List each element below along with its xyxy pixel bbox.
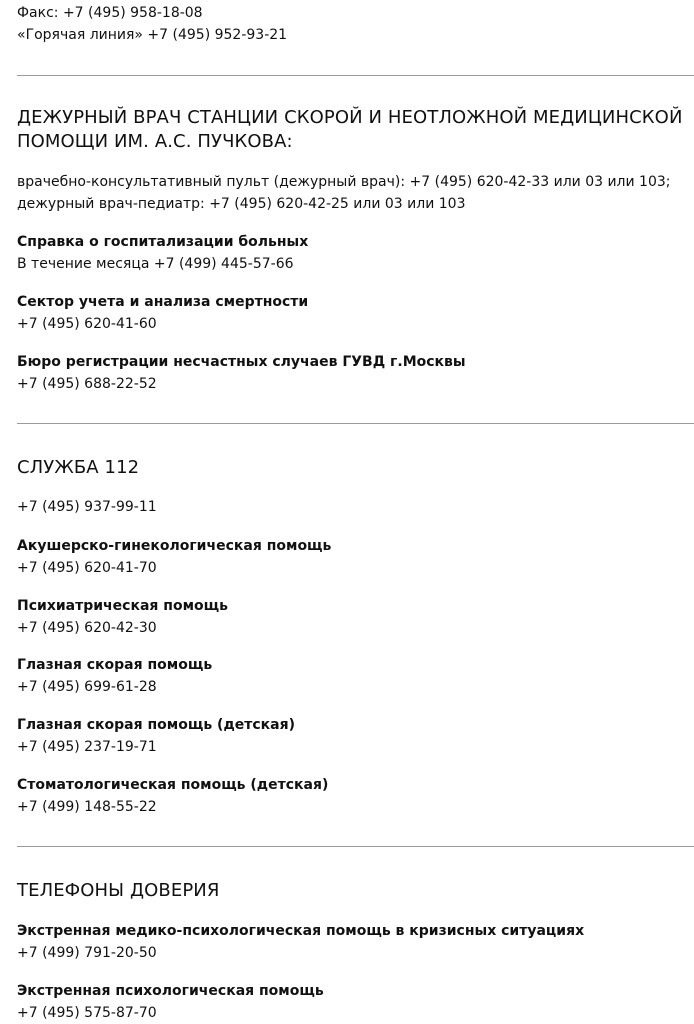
contact-entry [17, 231, 694, 275]
fax-line: Факс: +7 (495) 958-18-08 [17, 5, 203, 21]
entry-value: В течение месяца +7 (499) 445-57-66 [17, 256, 294, 272]
contact-entry [17, 920, 694, 964]
entry-title: Глазная скорая помощь (детская) [17, 717, 295, 733]
entry-title: Бюро регистрации несчастных случаев ГУВД г.Москвы [17, 354, 466, 370]
contact-entry [17, 774, 694, 818]
entry-value: +7 (495) 620-41-60 [17, 316, 157, 332]
entry-title: Психиатрическая помощь [17, 598, 228, 614]
intro-line: дежурный врач-педиатр: +7 (495) 620-42-25 или 03 или 103 [17, 196, 466, 212]
section-heading-emergency [17, 106, 683, 154]
emergency-intro [17, 171, 694, 215]
entry-value: +7 (495) 620-41-70 [17, 560, 157, 576]
heading-line: ПОМОЩИ ИМ. А.С. ПУЧКОВА: [17, 131, 293, 152]
heading-line: ДЕЖУРНЫЙ ВРАЧ СТАНЦИИ СКОРОЙ И НЕОТЛОЖНОЙ МЕДИЦИНСКОЙ [17, 107, 683, 128]
contact-entry [17, 291, 694, 335]
entry-title: Акушерско-гинекологическая помощь [17, 538, 332, 554]
entry-value: +7 (495) 937-99-11 [17, 499, 157, 515]
intro-line: врачебно-консультативный пульт (дежурный врач): +7 (495) 620-42-33 или 03 или 103; [17, 174, 671, 190]
service-112-phone [17, 496, 694, 518]
divider [17, 75, 694, 76]
divider [17, 846, 694, 847]
entry-value: +7 (495) 575-87-70 [17, 1005, 157, 1021]
entry-title: Глазная скорая помощь [17, 657, 213, 673]
section-heading-112: СЛУЖБА 112 [17, 457, 140, 478]
entry-title: Стоматологическая помощь (детская) [17, 777, 329, 793]
entry-title: Справка о госпитализации больных [17, 234, 309, 250]
entry-title: Сектор учета и анализа смертности [17, 294, 309, 310]
contact-entry [17, 535, 694, 579]
entry-title: Экстренная медико-психологическая помощь в кризисных ситуациях [17, 923, 585, 939]
hotline-line: «Горячая линия» +7 (495) 952-93-21 [17, 27, 288, 43]
entry-value: +7 (499) 791-20-50 [17, 945, 157, 961]
entry-value: +7 (495) 688-22-52 [17, 376, 157, 392]
contact-entry [17, 980, 694, 1024]
entry-value: +7 (499) 148-55-22 [17, 799, 157, 815]
top-contacts [17, 2, 694, 46]
section-heading-trust: ТЕЛЕФОНЫ ДОВЕРИЯ [17, 880, 220, 901]
divider [17, 423, 694, 424]
contact-entry [17, 595, 694, 639]
entry-value: +7 (495) 699-61-28 [17, 679, 157, 695]
contact-entry [17, 654, 694, 698]
entry-value: +7 (495) 620-42-30 [17, 620, 157, 636]
contact-entry [17, 351, 694, 395]
contact-entry [17, 714, 694, 758]
entry-value: +7 (495) 237-19-71 [17, 739, 157, 755]
entry-title: Экстренная психологическая помощь [17, 983, 324, 999]
